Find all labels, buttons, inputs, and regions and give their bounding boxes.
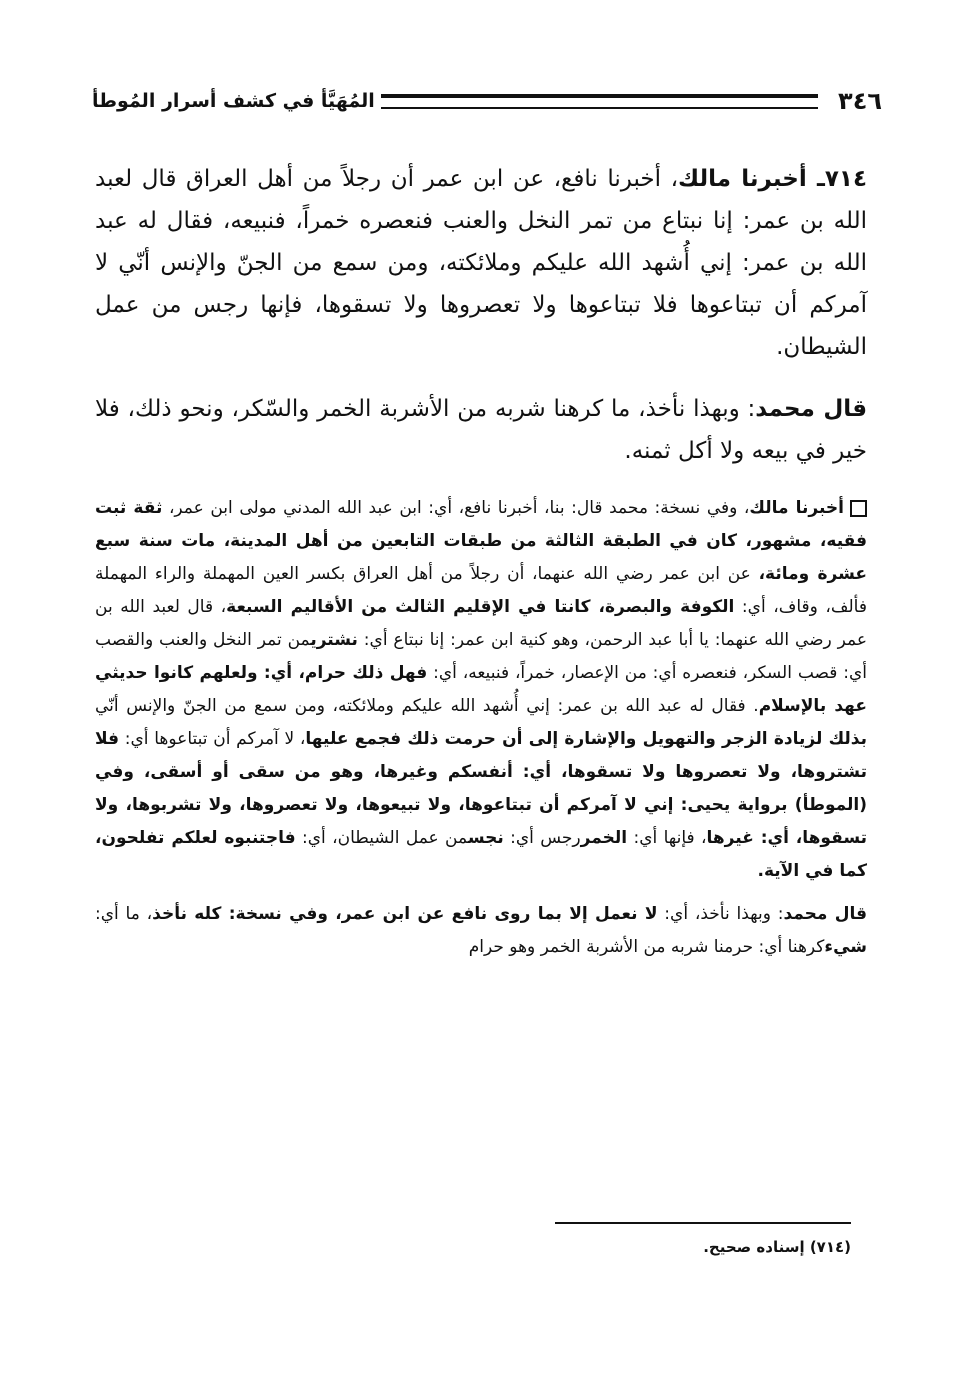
bold-text-segment: فهل ذلك حرام، أي: ولعلهم كانوا حديثي عهد بالإسلام	[95, 663, 867, 716]
bold-text-segment: بذلك لزيادة الزجر والتهويل والإشارة إلى أن حرمت ذلك فجمع عليها	[305, 729, 867, 749]
hadith-paragraph	[95, 158, 867, 368]
hadith-paragraph	[95, 388, 867, 472]
text-segment: : وبهذا نأخذ، ما كرهنا شربه من الأشربة الخمر والسّكر، ونحو ذلك، فلا خير في بيعه ولا أكل ثمنه.	[95, 396, 867, 464]
text-segment: ، قال لعبد الله بن عمر رضي الله عنهما: يا أبا عبد الرحمن، وهو كنية ابن عمر: إنا نبتاع أي:	[95, 597, 867, 650]
page-number: ٣٤٦	[838, 87, 882, 115]
bold-text-segment: الخمر	[580, 828, 628, 848]
bold-text-segment: لا نعمل إلا بما روى نافع عن ابن عمر، وفي نسخة: كله نأخذ	[152, 904, 658, 924]
square-marker-icon	[850, 500, 867, 517]
bold-text-segment: أخبرنا مالك	[749, 498, 845, 518]
text-segment: رجس أي:	[503, 828, 581, 848]
page-body	[95, 158, 867, 974]
text-segment: من عمل الشيطان، أي:	[295, 828, 468, 848]
text-segment: ، لا آمركم أن تبتاعوها أي:	[119, 729, 306, 749]
text-segment: ، فإنها أي:	[627, 828, 707, 848]
bold-text-segment: نشتري	[310, 630, 358, 650]
bold-text-segment: شيء	[824, 937, 867, 957]
text-segment: : وبهذا نأخذ، أي:	[657, 904, 784, 924]
bold-text-segment: نجس	[467, 828, 504, 848]
running-title: المُهَيَّأ في كشف أسرار المُوطأ	[92, 90, 375, 112]
text-segment: كرهنا أي: حرمنا شربه من الأشربة الخمر وهو حرام	[468, 937, 825, 957]
text-segment: ، ما أي:	[95, 904, 153, 924]
text-segment: ، وفي نسخة: محمد قال: بنا، أخبرنا نافع، أي: ابن عبد الله المدني مولى ابن عمر،	[162, 498, 750, 518]
bold-text-segment: فاجتنبوه لعلكم تفلحون، كما في الآية.	[95, 828, 867, 881]
bold-text-segment: الكوفة والبصرة، كانتا في الإقليم الثالث من الأقاليم السبعة	[226, 597, 735, 617]
bold-text-segment: قال محمد	[755, 396, 868, 422]
commentary-paragraph	[95, 898, 867, 964]
text-segment: ، أخبرنا نافع، عن ابن عمر أن رجلاً من أهل العراق قال لعبد الله بن عمر: إنا نبتاع من تمر النخل والعنب فنعصره خمراً، فنبيعه، فقال له عبد الله بن عمر: إني أُشهد الله عليكم وملائكته، ومن سمع من الجنّ والإنس أنّي لا آمركم أن تبتاعوها فلا تبتاعوها ولا تعصروها ولا تسقوها، فإنها رجس من عمل الشيطان.	[95, 166, 867, 360]
text-segment: عن ابن عمر رضي الله عنهما، أن رجلاً من أهل العراق بكسر العين المهملة والراء المهملة فألف، وقاف، أي:	[95, 564, 867, 617]
bold-text-segment: قال محمد	[783, 904, 868, 924]
footnote: (٧١٤) إسناده صحيح.	[703, 1238, 851, 1256]
text-segment: . فقال له عبد الله بن عمر: إني أُشهد الله عليكم وملائكته، ومن سمع من الجنّ والإنس أنّي	[95, 696, 759, 716]
header-rule	[381, 94, 818, 109]
bold-text-segment: ثقة ثبت فقيه، مشهور، كان في الطبقة الثالثة من طبقات التابعين من أهل المدينة، مات سنة سبع عشرة ومائة،	[95, 498, 867, 584]
commentary-paragraph	[95, 492, 867, 888]
text-segment: من تمر النخل والعنب والقصب أي: قصب السكر، فنعصره أي: من الإعصار، خمراً، فنبيعه، أي:	[95, 630, 868, 683]
footnote-rule	[555, 1222, 851, 1224]
page-header	[92, 84, 882, 118]
bold-text-segment: ٧١٤ـ أخبرنا مالك	[678, 166, 868, 192]
bold-text-segment: فلا تشتروها، ولا تعصروها ولا تسقوها، أي: أنفسكم وغيرها، وهو من سقى أو أسقى، وفي (الموطأ) برواية يحيى: إني لا آمركم أن تبتاعوها، ولا تبيعوها، ولا تعصروها، ولا تشربوها، ولا تسقوها، أي: غيرها	[95, 729, 868, 848]
